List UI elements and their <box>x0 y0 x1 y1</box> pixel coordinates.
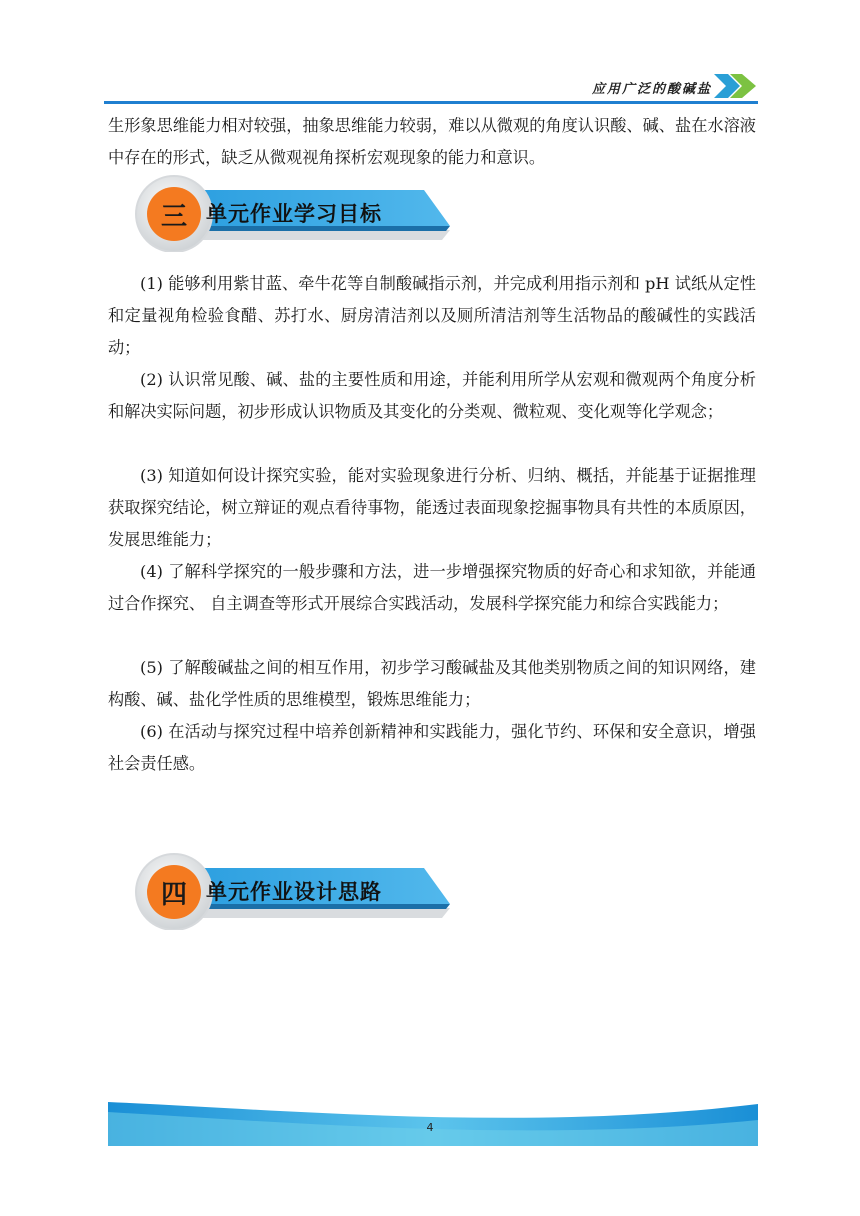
section-3-title: 单元作业学习目标 <box>206 202 382 226</box>
goal-item: (5) 了解酸碱盐之间的相互作用，初步学习酸碱盐及其他类别物质之间的知识网络，建构酸、碱、盐化学性质的思维模型，锻炼思维能力； <box>108 658 756 709</box>
goal-item: (2) 认识常见酸、碱、盐的主要性质和用途，并能利用所学从宏观和微观两个角度分析和解决实际问题，初步形成认识物质及其变化的分类观、微粒观、变化观等化学观念； <box>108 370 756 421</box>
intro-paragraph: 生形象思维能力相对较强，抽象思维能力较弱，难以从微观的角度认识酸、碱、盐在水溶液中存在的形式，缺乏从微观视角探析宏观现象的能力和意识。 <box>108 116 756 167</box>
goal-item: (4) 了解科学探究的一般步骤和方法，进一步增强探究物质的好奇心和求知欲，并能通过合作探究、 自主调查等形式开展综合实践活动，发展科学探究能力和综合实践能力； <box>108 562 756 613</box>
section-3-number: 三 <box>160 202 187 232</box>
section-4-title: 单元作业设计思路 <box>206 880 382 904</box>
running-header-title: 应用广泛的酸碱盐 <box>591 82 712 97</box>
page-number: 4 <box>426 1121 434 1134</box>
double-chevron-right-icon <box>712 72 758 100</box>
header-rule <box>104 101 758 104</box>
section-4-number: 四 <box>160 880 187 910</box>
goal-item: (1) 能够利用紫甘蓝、牵牛花等自制酸碱指示剂，并完成利用指示剂和 pH 试纸从定性和定量视角检验食醋、苏打水、厨房清洁剂以及厕所清洁剂等生活物品的酸碱性的实践活动； <box>108 274 756 357</box>
goal-item: (3) 知道如何设计探究实验，能对实验现象进行分析、归纳、概括，并能基于证据推理获取探究结论，树立辩证的观点看待事物，能透过表面现象挖掘事物具有共性的本质原因，发展思维能力； <box>108 466 756 549</box>
goal-item: (6) 在活动与探究过程中培养创新精神和实践能力，强化节约、环保和安全意识，增强社会责任感。 <box>108 722 756 773</box>
